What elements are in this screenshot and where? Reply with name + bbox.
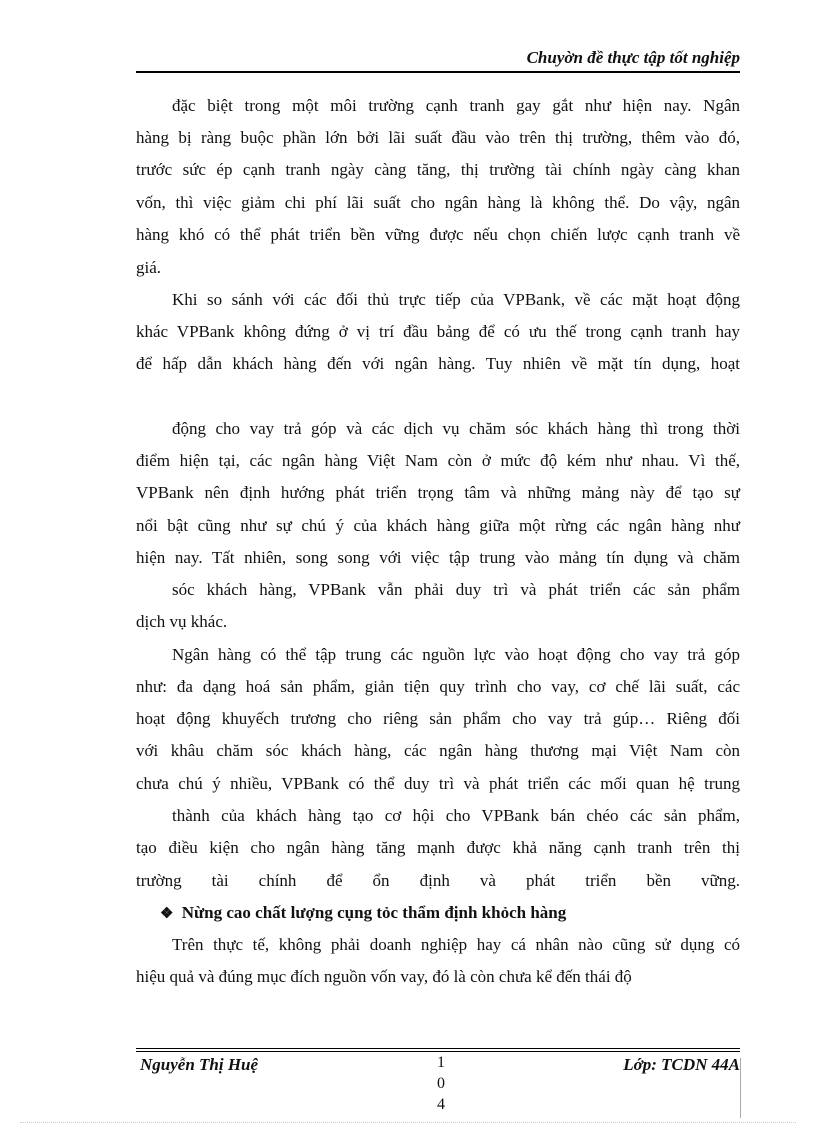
margin-line [740,1058,741,1118]
section-heading: Nừng cao chất lượng cụng tỏc thẩm định khỏch hàng [181,903,567,922]
page-number-digit: 0 [437,1075,445,1092]
body-line: vốn, thì việc giảm chi phí lãi suất cho ngân hàng là không thể. Do vậy, ngân [136,193,740,212]
body-line: như: đa dạng hoá sản phẩm, giản tiện quy trình cho vay, cơ chế lãi suất, các [136,677,740,696]
page-number [433,1052,449,1115]
body-line: nổi bật cũng như sự chú ý của khách hàng giữa một rừng các ngân hàng như [136,516,740,535]
body-line: để hấp dẫn khách hàng đến với ngân hàng. Tuy nhiên về mặt tín dụng, hoạt [136,354,740,373]
body-line: thành của khách hàng tạo cơ hội cho VPBank bán chéo các sản phẩm, [172,806,740,825]
page-header-title: Chuyờn đề thực tập tốt nghiệp [526,48,740,67]
footer-rule [136,1048,740,1049]
body-line: VPBank nên định hướng phát triển trọng tâm và những mảng này để tạo sự [136,483,740,502]
body-line: hiệu quả và đúng mục đích nguồn vốn vay, đó là còn chưa kể đến thái độ [136,967,632,986]
body-line: trước sức ép cạnh tranh ngày càng tăng, thị trường tài chính ngày càng khan [136,160,740,179]
body-line: với khâu chăm sóc khách hàng, các ngân hàng thương mại Việt Nam còn [136,741,740,760]
page-number-digit: 1 [437,1054,445,1071]
body-line: Trên thực tế, không phải doanh nghiệp hay cá nhân nào cũng sử dụng có [172,935,740,954]
body-line: chưa chú ý nhiều, VPBank có thể duy trì và phát triển các mối quan hệ trung [136,774,740,793]
body-line: giá. [136,258,162,277]
body-line: hiện nay. Tất nhiên, song song với việc tập trung vào mảng tín dụng và chăm [136,548,740,567]
diamond-bullet-icon: ❖ [160,906,174,922]
body-line: đặc biệt trong một môi trường cạnh tranh gay gắt như hiện nay. Ngân [172,96,740,115]
body-line: hàng khó có thể phát triển bền vững được nếu chọn chiến lược cạnh tranh về [136,225,740,244]
body-line: dịch vụ khác. [136,612,228,631]
body-line: hàng bị ràng buộc phần lớn bởi lãi suất đầu vào trên thị trường, thêm vào đó, [136,128,740,147]
body-line: Khi so sánh với các đối thủ trực tiếp của VPBank, về các mặt hoạt động [172,290,740,309]
footer-author-name: Nguyễn Thị Huệ [140,1055,259,1074]
body-line: sóc khách hàng, VPBank vẫn phải duy trì và phát triển các sản phẩm [172,580,740,599]
footer-class-label: Lớp: TCDN 44A [623,1055,740,1074]
header-rule [136,71,740,73]
body-line: động cho vay trả góp và các dịch vụ chăm sóc khách hàng thì trong thời [172,419,740,438]
page-number-digit: 4 [437,1096,445,1113]
body-line: hoạt động khuyếch trương cho riêng sản phẩm cho vay trả gúp… Riêng đối [136,709,740,728]
body-line: tạo điều kiện cho ngân hàng tăng mạnh được khả năng cạnh tranh trên thị [136,838,740,857]
body-line: điểm hiện tại, các ngân hàng Việt Nam còn ở mức độ kém như nhau. Vì thế, [136,451,740,470]
body-line: trường tài chính để ổn định và phát triển bền vững. [136,871,740,890]
body-line: Ngân hàng có thể tập trung các nguồn lực vào hoạt động cho vay trả góp [172,645,740,664]
section-bullet [160,903,566,923]
body-line: khác VPBank không đứng ở vị trí đầu bảng để có ưu thế trong cạnh tranh hay [136,322,740,341]
